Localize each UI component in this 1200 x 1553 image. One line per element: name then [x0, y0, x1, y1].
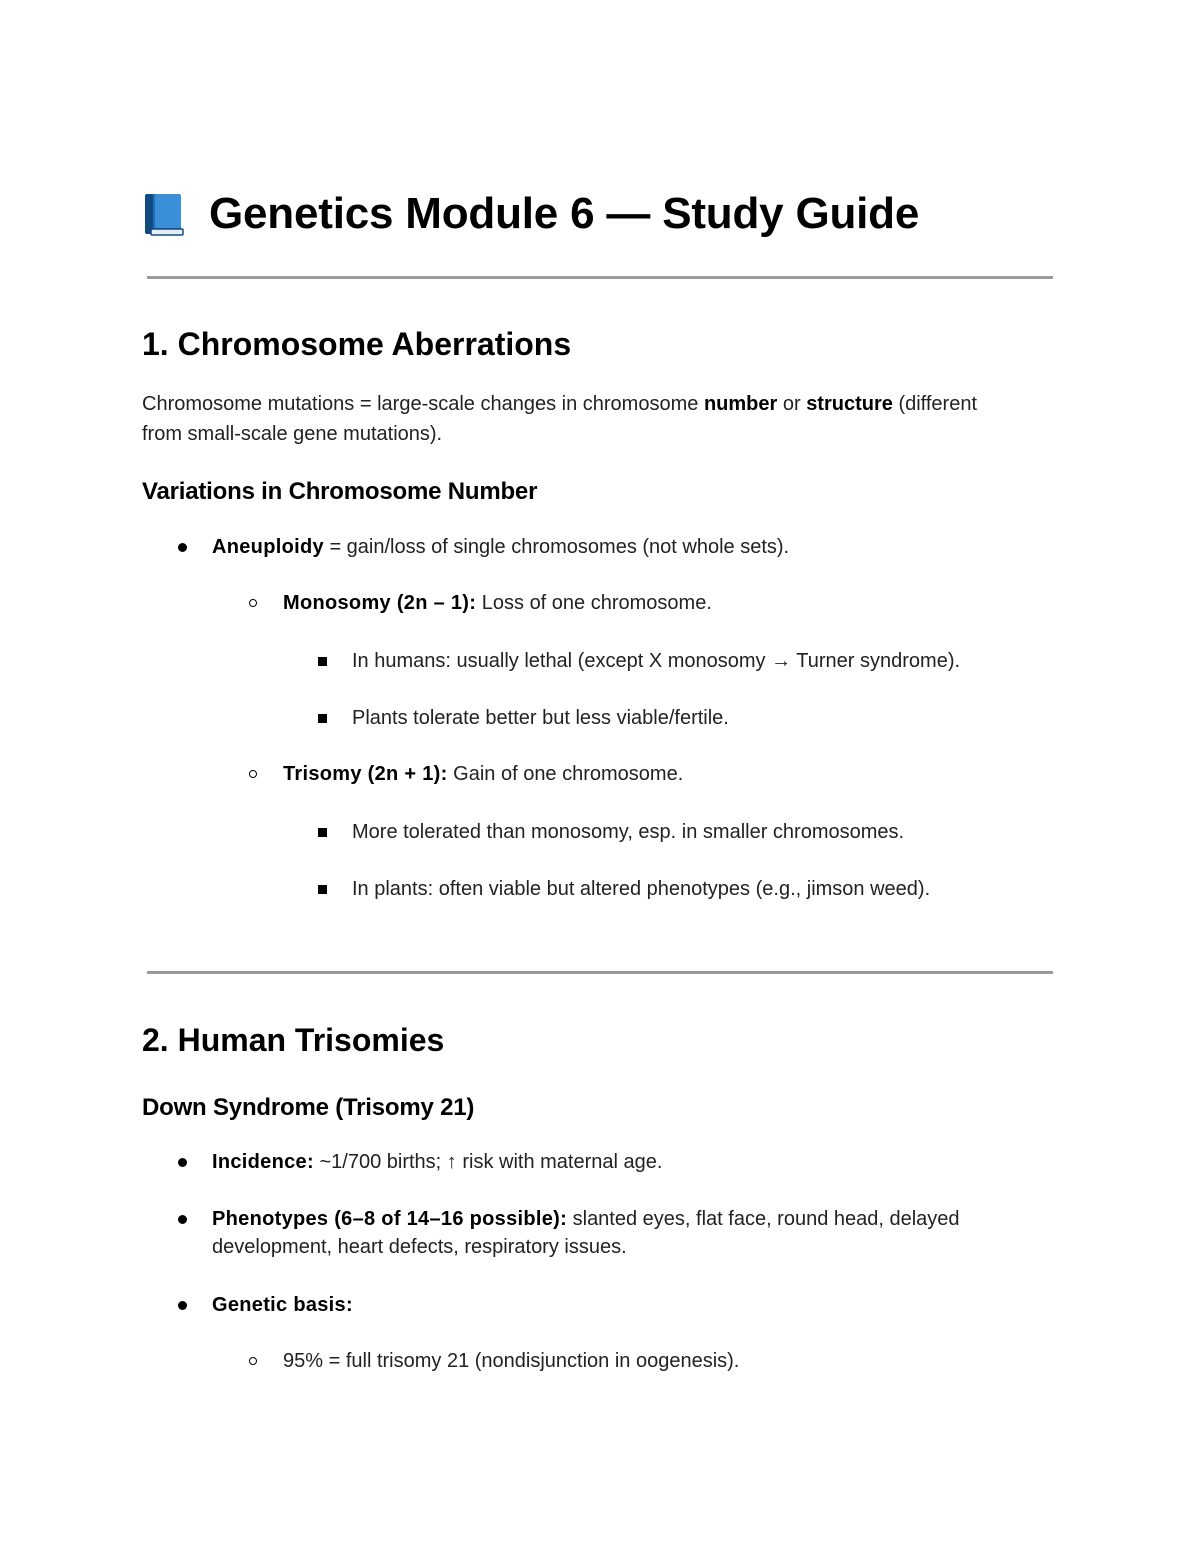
blue-book-icon — [143, 191, 185, 237]
list-item-phenotypes-cont: development, heart defects, respiratory issues. — [212, 1236, 627, 1258]
bullet-circle — [249, 599, 257, 607]
bullet-disc — [178, 1301, 187, 1310]
list-item-aneuploidy: Aneuploidy = gain/loss of single chromosomes (not whole sets). — [212, 536, 790, 558]
list-item-monosomy: Monosomy (2n – 1): Loss of one chromosome. — [283, 592, 712, 614]
list-item: In humans: usually lethal (except X monosomy → Turner syndrome). — [352, 650, 961, 672]
list-item-genetic-basis: Genetic basis: — [212, 1294, 353, 1316]
page-title — [143, 188, 919, 240]
list-item: In plants: often viable but altered phenotypes (e.g., jimson weed). — [352, 878, 931, 900]
subheading: Variations in Chromosome Number — [142, 478, 538, 505]
intro-line-2: from small-scale gene mutations). — [142, 423, 443, 445]
bullet-square — [318, 828, 327, 837]
bullet-square — [318, 885, 327, 894]
bullet-square — [318, 657, 327, 666]
list-item-phenotypes: Phenotypes (6–8 of 14–16 possible): slanted eyes, flat face, round head, delayed — [212, 1208, 960, 1230]
divider — [147, 276, 1053, 279]
list-item: 95% = full trisomy 21 (nondisjunction in oogenesis). — [283, 1350, 740, 1372]
list-item-trisomy: Trisomy (2n + 1): Gain of one chromosome. — [283, 763, 684, 785]
bullet-disc — [178, 1158, 187, 1167]
list-item: Plants tolerate better but less viable/fertile. — [352, 707, 729, 729]
bullet-disc — [178, 543, 187, 552]
bullet-square — [318, 714, 327, 723]
bullet-circle — [249, 1357, 257, 1365]
intro-line-1: Chromosome mutations = large-scale changes in chromosome number or structure (different — [142, 393, 978, 415]
bullet-circle — [249, 770, 257, 778]
list-item: More tolerated than monosomy, esp. in smaller chromosomes. — [352, 821, 905, 843]
list-item-incidence: Incidence: ~1/700 births; ↑ risk with maternal age. — [212, 1151, 663, 1173]
section-heading: 2. Human Trisomies — [142, 1022, 445, 1058]
bullet-disc — [178, 1215, 187, 1224]
subheading: Down Syndrome (Trisomy 21) — [142, 1094, 475, 1121]
title-text: Genetics Module 6 — Study Guide — [209, 189, 920, 238]
divider — [147, 971, 1053, 974]
section-heading: 1. Chromosome Aberrations — [142, 326, 572, 362]
